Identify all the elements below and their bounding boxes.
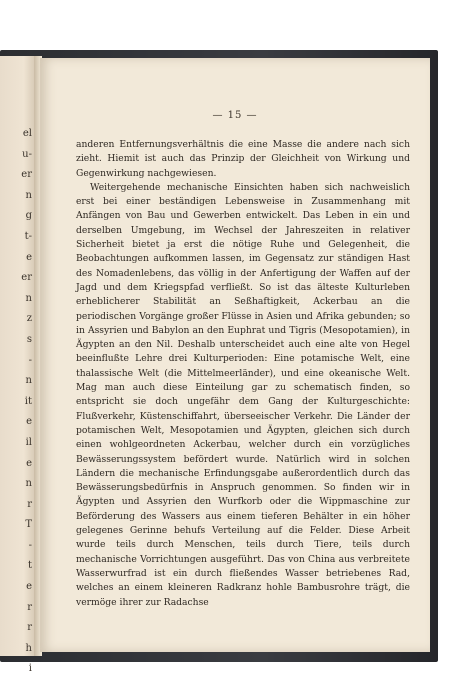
left-page-margin-fragment: e xyxy=(26,457,32,469)
left-page-margin-fragment: it xyxy=(24,395,32,407)
left-page-margin-fragment: r xyxy=(27,601,32,613)
left-page-margin-fragment: s xyxy=(26,333,32,345)
left-page-margin-fragment: n xyxy=(25,292,32,304)
page-body xyxy=(76,138,410,610)
left-page-margin-fragment: e xyxy=(26,416,32,428)
left-page xyxy=(0,56,34,675)
left-page-margin-fragment: u- xyxy=(22,148,32,160)
left-page-margin-fragment: er xyxy=(21,272,32,284)
paragraph: Weitergehende mechanische Einsichten haben sich nachweislich erst bei einer beständigen Lebensweise in Zusammenhang mit Anfängen von Bau und Gewerben entwickelt. Das Leben in ein und derselben Umgebung, im Wechsel der Jahreszeiten in relativer Sicherheit bietet ja erst die nötige Ruhe und Gelegenheit, die Beobachtungen aufkommen lassen, im Gegensatz zur ständigen Hast des Nomadenlebens, das völlig in der Anfertigung der Waffen auf der Jagd und dem Kriegspfad verfließt. So ist das älteste Kulturleben erheblicherer Stabilität an Seßhaftigkeit, Ackerbau an die periodischen Vorgänge großer Flüsse in Asien und Afrika gebunden; so in Assyrien und Babylon an den Euphrat und Tigris (Mesopotamien), in Ägypten an den Nil. Deshalb unterscheidet auch eine alte von Hegel beeinflußte Lehre drei Kulturperioden: Eine potamische Welt, eine thalassische Welt (die Mittelmeerländer), und eine okeanische Welt. Mag man auch diese Einteilung gar zu schematisch finden, so entspricht sie doch ungefähr dem Gang der Kulturgeschichte: Flußverkehr, Küstenschiffahrt, überseeischer Verkehr. Die Länder der potamischen Welt, Mesopotamien und Ägypten, gleichen sich durch einen wohlgeordneten Ackerbau, welcher durch ein vorzügliches Bewässerungssystem befördert wurde. Natürlich wird in solchen Ländern die mechanische Erfindungsgabe außerordentlich durch das Bewässerungsbedürfnis in Anspruch genommen. So finden wir in Ägypten und Assyrien den Wurfkorb oder die Wippmaschine zur Beförderung des Wassers aus einem tieferen Behälter in ein höher gelegenes Gerinne behufs Verteilung auf die Felder. Diese Arbeit wurde teils durch Menschen, teils durch Tiere, teils durch mechanische Vorrichtungen ausgeführt. Das von China aus verbreitete Wasserwurfrad ist ein durch fließendes Wasser betriebenes Rad, welches an einem kleineren Radkranz hohle Bambusrohre trägt, die vermöge ihrer zur Radachse xyxy=(76,181,410,608)
page-number: — 15 — xyxy=(212,110,258,121)
left-page-margin-fragment: r xyxy=(27,498,32,510)
left-page-margin-fragment: e xyxy=(26,581,32,593)
left-page-margin-fragment: n xyxy=(25,189,32,201)
left-page-margin-text xyxy=(0,56,34,675)
paragraph: anderen Entfernungsverhältnis die eine Masse die andere nach sich zieht. Hiemit ist auch das Prinzip der Gleichheit von Wirkung und Gegenwirkung nachgewiesen. xyxy=(76,139,410,179)
left-page-margin-fragment: er xyxy=(21,169,32,181)
left-page-margin-fragment: h xyxy=(25,642,32,654)
left-page-margin-fragment: n xyxy=(25,478,32,490)
left-page-margin-fragment: t xyxy=(27,560,32,572)
left-page-margin-fragment: g xyxy=(25,210,32,222)
left-page-margin-fragment: - xyxy=(28,539,32,551)
right-page xyxy=(40,58,430,652)
left-page-margin-fragment: z xyxy=(26,313,32,325)
left-page-margin-fragment: e xyxy=(26,251,32,263)
left-page-margin-fragment: t- xyxy=(24,230,32,242)
left-page-margin-fragment: el xyxy=(22,128,32,139)
left-page-margin-fragment: i xyxy=(28,663,32,675)
left-page-margin-fragment: - xyxy=(28,354,32,366)
left-page-margin-fragment: il xyxy=(25,436,32,448)
left-page-margin-fragment: r xyxy=(27,622,32,634)
left-page-margin-fragment: n xyxy=(25,375,32,387)
left-page-margin-fragment: T xyxy=(25,519,32,531)
